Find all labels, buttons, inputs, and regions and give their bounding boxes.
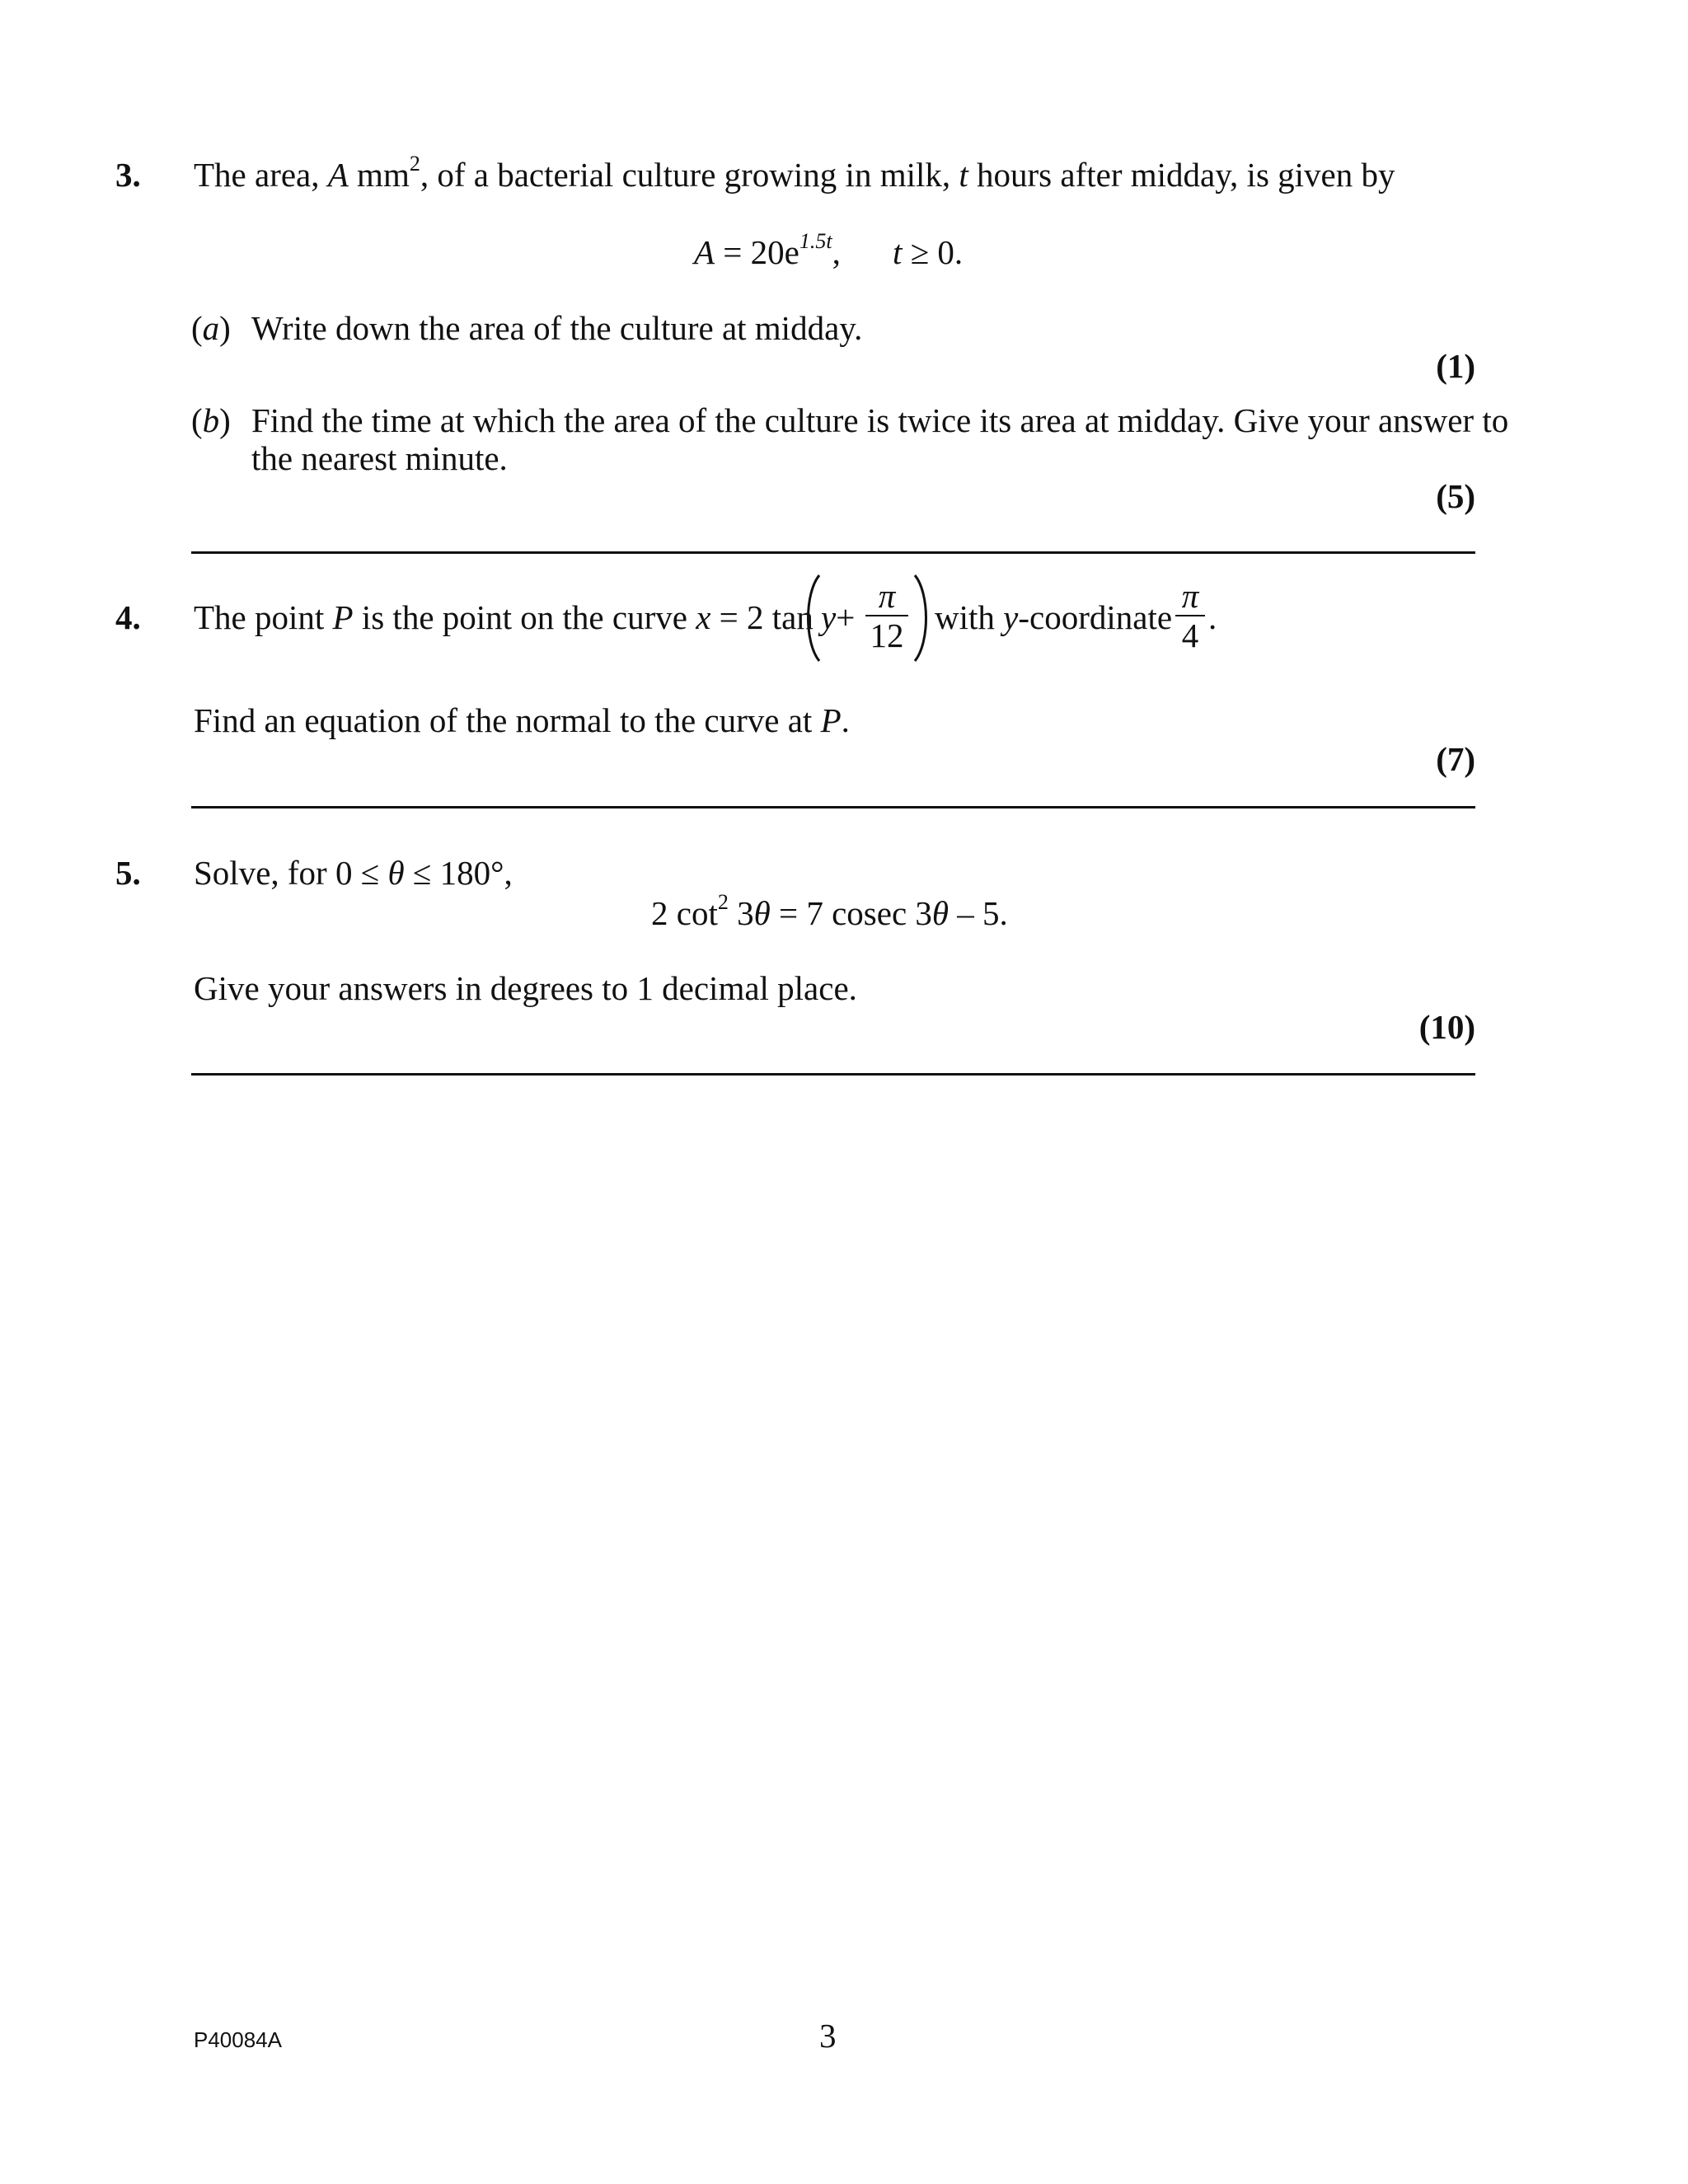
question-divider [191, 1073, 1475, 1076]
stem-period: . [1208, 598, 1217, 636]
question-number: 5. [115, 854, 141, 892]
marks-badge: (1) [1436, 347, 1475, 385]
question-stem: The area, A $mm^2$, of a bacterial culture growing in milk, t hours after midday, is given by [194, 152, 1395, 194]
marks-badge: (7) [1436, 740, 1475, 778]
part-label: (a) [191, 309, 231, 347]
right-parenthesis [910, 572, 935, 664]
part-b-text-line1: Find the time at which the area of the culture is twice its area at midday. Give your answer to [251, 401, 1509, 439]
formula: $A = 20e^{1.5t}$, [694, 229, 841, 271]
part-a-text: Write down the area of the culture at midday. [251, 309, 863, 347]
question-number: 4. [115, 598, 141, 636]
question-stem: Solve, for 0 ≤ θ ≤ 180°, [194, 854, 513, 892]
fraction-pi-over-12: π 12 [865, 577, 908, 654]
question-instruction: Give your answers in degrees to 1 decimal place. [194, 969, 857, 1007]
marks-badge: (5) [1436, 477, 1475, 515]
marks-badge: (10) [1418, 1008, 1475, 1046]
trig-equation: 2 $\cot^2 3\theta = 7$ cosec 3θ – 5. [651, 890, 1008, 932]
with-y-coordinate: with y-coordinate [935, 598, 1173, 636]
question-divider [191, 806, 1475, 808]
page-number: 3 [819, 2017, 837, 2055]
question-number: 3. [115, 156, 141, 194]
fraction-pi-over-4: π 4 [1175, 577, 1205, 654]
question-divider [191, 551, 1475, 554]
question-task: Find an equation of the normal to the curve at P. [194, 701, 850, 739]
part-b-text-line2: the nearest minute. [251, 439, 508, 477]
expression-y-plus: y+ [821, 598, 856, 636]
paper-code: P40084A [194, 2027, 282, 2052]
formula-condition: t ≥ 0. [893, 233, 964, 271]
part-label: (b) [191, 401, 231, 439]
question-stem: The point P is the point on the curve x = 2 tan [194, 598, 814, 636]
